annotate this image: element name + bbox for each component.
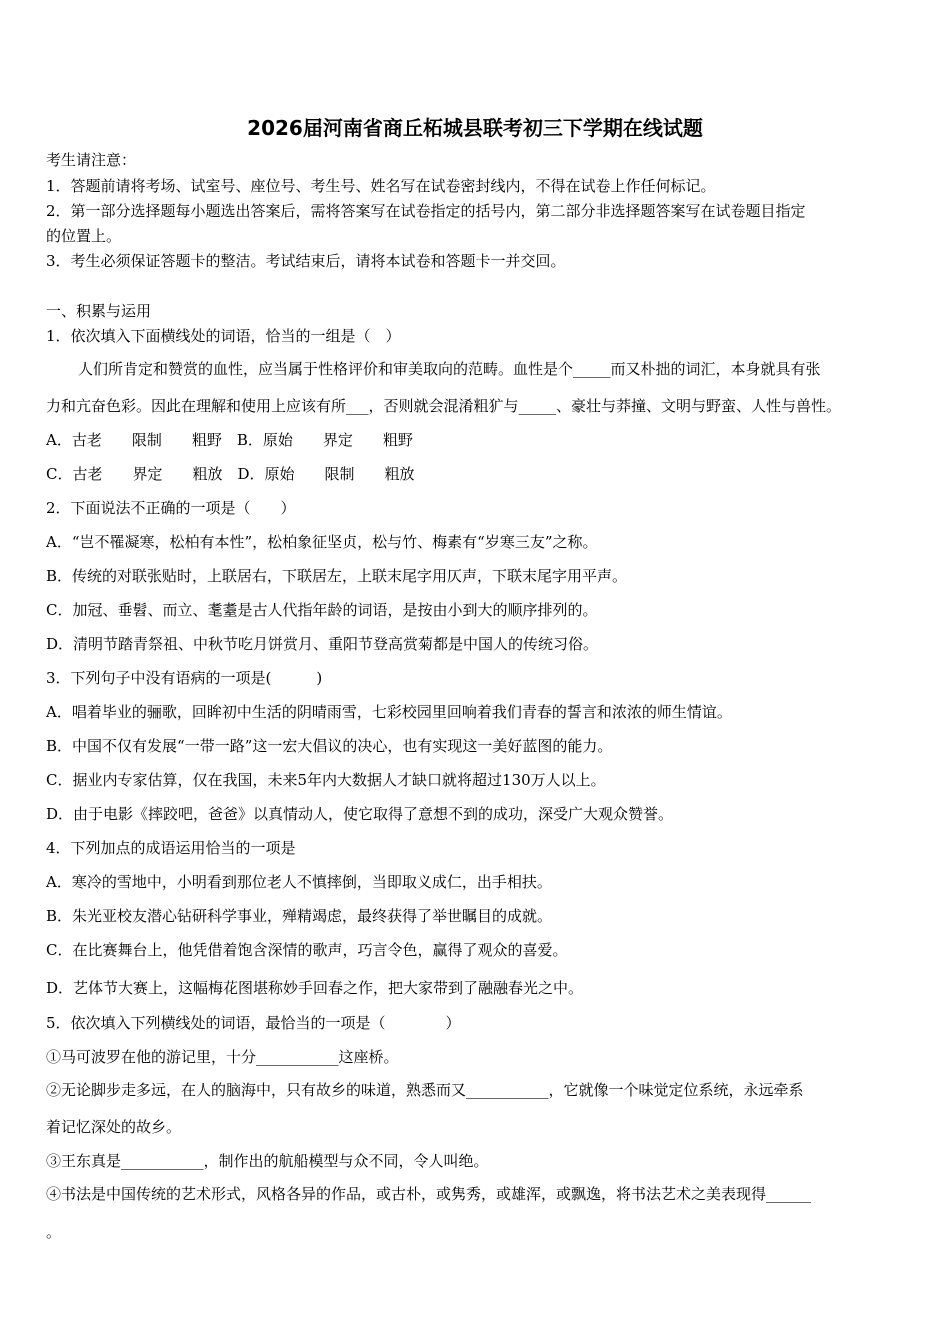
question-stem: 1．依次填入下面横线处的词语，恰当的一组是（ ） [46, 327, 401, 345]
page-title: 2026届河南省商丘柘城县联考初三下学期在线试题 [247, 116, 703, 140]
fill-line: ②无论脚步走多远，在人的脑海中，只有故乡的味道，熟悉而又___________，它就像一个味觉定位系统，永远牵系 [46, 1081, 804, 1099]
passage-line: 力和亢奋色彩。因此在理解和使用上应该有所___，否则就会混淆粗犷与_____、豪壮与莽撞、文明与野蛮、人性与兽性。 [46, 397, 842, 415]
option-line: A．寒冷的雪地中，小明看到那位老人不慎摔倒，当即取义成仁，出手相扶。 [46, 873, 552, 891]
option-line: C．在比赛舞台上，他凭借着饱含深情的歌声，巧言令色，赢得了观众的喜爱。 [46, 941, 568, 959]
option-line: C．加冠、垂髫、而立、耄耋是古人代指年龄的词语，是按由小到大的顺序排列的。 [46, 601, 598, 619]
notice-item: 3．考生必须保证答题卡的整洁。考试结束后，请将本试卷和答题卡一并交回。 [46, 252, 566, 270]
option-line: D．清明节踏青祭祖、中秋节吃月饼赏月、重阳节登高赏菊都是中国人的传统习俗。 [46, 635, 599, 653]
notice-item: 2．第一部分选择题每小题选出答案后，需将答案写在试卷指定的括号内，第二部分非选择题答案写在试卷题目指定 [46, 202, 806, 220]
option-line: D．艺体节大赛上，这幅梅花图堪称妙手回春之作，把大家带到了融融春光之中。 [46, 979, 584, 997]
option-line: B．传统的对联张贴时，上联居右，下联居左，上联末尾字用仄声，下联末尾字用平声。 [46, 567, 628, 585]
notice-heading: 考生请注意： [46, 151, 137, 169]
option-line: B．朱光亚校友潜心钻研科学事业，殚精竭虑，最终获得了举世瞩目的成就。 [46, 907, 553, 925]
passage-line: 人们所肯定和赞赏的血性，应当属于性格评价和审美取向的范畴。血性是个_____而又朴拙的词汇，本身就具有张 [78, 360, 821, 378]
section-heading: 一、积累与运用 [46, 302, 152, 320]
option-line: D．由于电影《摔跤吧，爸爸》以真情动人，使它取得了意想不到的成功，深受广大观众赞誉。 [46, 805, 674, 823]
fill-line: ③王东真是___________，制作出的航船模型与众不同，令人叫绝。 [46, 1152, 489, 1170]
notice-item: 1．答题前请将考场、试室号、座位号、考生号、姓名写在试卷密封线内，不得在试卷上作任何标记。 [46, 177, 716, 195]
fill-line: 着记忆深处的故乡。 [46, 1118, 182, 1136]
question-stem: 5．依次填入下列横线处的词语，最恰当的一项是（ ） [46, 1014, 461, 1032]
option-line: A．“岂不罹凝寒，松柏有本性”，松柏象征坚贞，松与竹、梅素有“岁寒三友”之称。 [46, 533, 598, 551]
option-line: C．据业内专家估算，仅在我国，未来5年内大数据人才缺口就将超过130万人以上。 [46, 771, 606, 789]
option-line: B．中国不仅有发展“一带一路”这一宏大倡议的决心，也有实现这一美好蓝图的能力。 [46, 737, 613, 755]
fill-line: ①马可波罗在他的游记里，十分___________这座桥。 [46, 1048, 399, 1066]
fill-line: ④书法是中国传统的艺术形式，风格各异的作品，或古朴，或隽秀，或雄浑，或飘逸，将书法艺术之美表现得______ [46, 1185, 812, 1203]
question-stem: 2．下面说法不正确的一项是（ ） [46, 499, 296, 517]
option-line: C．古老 界定 粗放 D．原始 限制 粗放 [46, 465, 415, 483]
question-stem: 4．下列加点的成语运用恰当的一项是 [46, 839, 296, 857]
fill-line: 。 [46, 1223, 62, 1241]
option-line: A．唱着毕业的骊歌，回眸初中生活的阴晴雨雪，七彩校园里回响着我们青春的誓言和浓浓的师生情谊。 [46, 703, 732, 721]
question-stem: 3．下列句子中没有语病的一项是( ) [46, 669, 323, 687]
option-line: A．古老 限制 粗野 B．原始 界定 粗野 [46, 431, 413, 449]
notice-item: 的位置上。 [46, 227, 122, 245]
